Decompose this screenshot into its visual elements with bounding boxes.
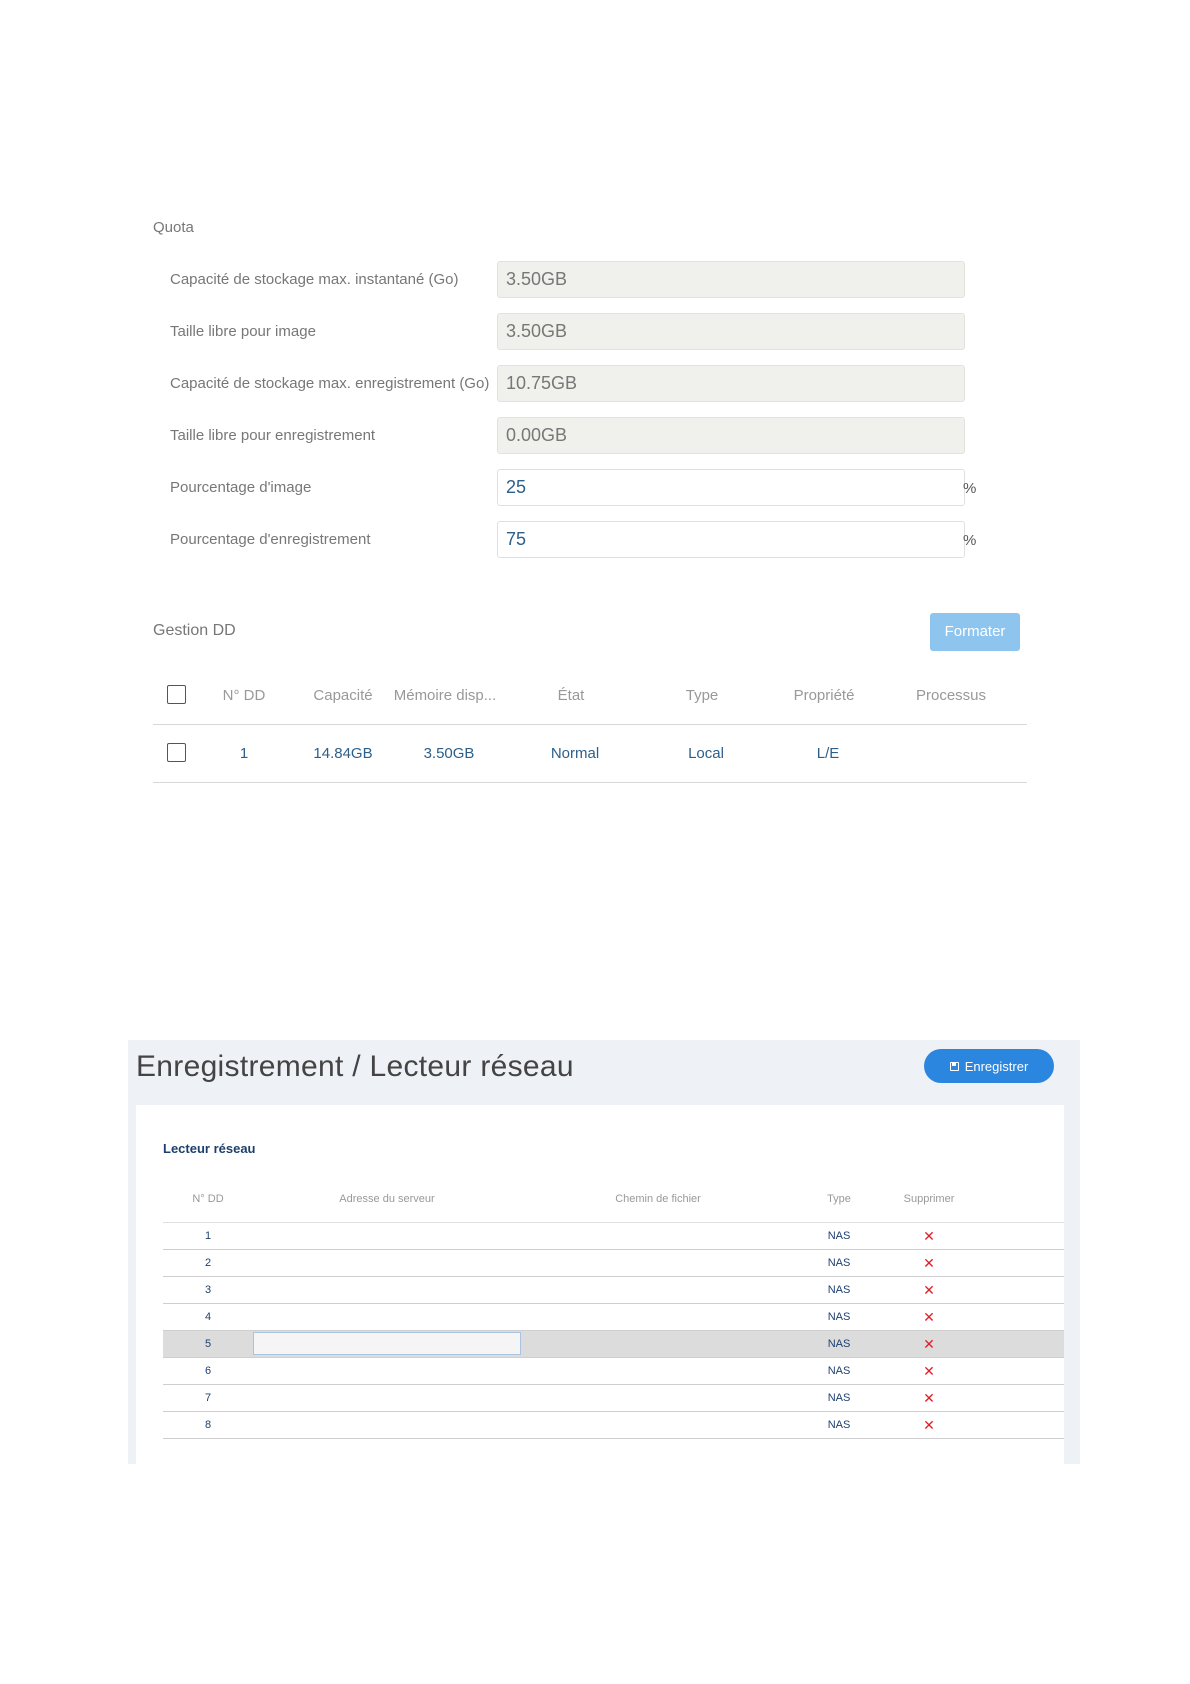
row-checkbox[interactable] — [167, 743, 186, 762]
disk-capacity: 14.84GB — [313, 745, 373, 762]
row-type[interactable]: NAS — [827, 1230, 851, 1242]
record-percentage-unit: % — [963, 532, 977, 549]
delete-icon[interactable]: ✕ — [923, 1417, 935, 1433]
table-row[interactable] — [163, 1358, 1064, 1385]
row-disk-number: 2 — [204, 1257, 212, 1269]
row-type[interactable]: NAS — [827, 1284, 851, 1296]
network-drive-panel — [128, 1040, 1080, 1464]
table-row[interactable] — [163, 1412, 1064, 1439]
table-row[interactable] — [163, 1250, 1064, 1277]
image-percentage-input[interactable]: 25 — [497, 469, 965, 506]
format-button[interactable]: Formater — [930, 613, 1020, 651]
col-free-memory: Mémoire disp... — [393, 687, 497, 704]
col-file-path: Chemin de fichier — [615, 1193, 701, 1205]
free-record-size-label: Taille libre pour enregistrement — [170, 427, 376, 444]
network-drive-table — [163, 1175, 1064, 1439]
col-delete: Supprimer — [903, 1193, 955, 1205]
row-disk-number: 3 — [204, 1284, 212, 1296]
disk-management-title: Gestion DD — [153, 622, 236, 639]
select-all-checkbox[interactable] — [167, 685, 186, 704]
row-type[interactable]: NAS — [827, 1419, 851, 1431]
row-disk-number: 6 — [204, 1365, 212, 1377]
network-drive-table-header — [163, 1175, 1064, 1223]
col-disk-number: N° DD — [192, 1193, 224, 1205]
image-percentage-unit: % — [963, 480, 977, 497]
free-image-size-field: 3.50GB — [497, 313, 965, 350]
row-disk-number: 4 — [204, 1311, 212, 1323]
max-record-capacity-field: 10.75GB — [497, 365, 965, 402]
table-row[interactable] — [163, 1304, 1064, 1331]
delete-icon[interactable]: ✕ — [923, 1363, 935, 1379]
image-percentage-label: Pourcentage d'image — [170, 479, 312, 496]
table-row[interactable] — [153, 725, 1027, 783]
table-row[interactable] — [163, 1277, 1064, 1304]
disk-state: Normal — [550, 745, 600, 762]
max-snapshot-capacity-label: Capacité de stockage max. instantané (Go) — [170, 271, 459, 288]
col-capacity: Capacité — [313, 687, 373, 704]
table-row[interactable] — [163, 1331, 1064, 1358]
row-type[interactable]: NAS — [827, 1257, 851, 1269]
row-type[interactable]: NAS — [827, 1365, 851, 1377]
disk-number: 1 — [239, 745, 249, 762]
quota-title: Quota — [153, 219, 194, 236]
delete-icon[interactable]: ✕ — [923, 1309, 935, 1325]
col-process: Processus — [915, 687, 987, 704]
disk-table — [153, 667, 1027, 783]
row-disk-number: 1 — [204, 1230, 212, 1242]
free-record-size-field: 0.00GB — [497, 417, 965, 454]
save-button[interactable] — [924, 1049, 1054, 1083]
free-image-size-label: Taille libre pour image — [170, 323, 316, 340]
disk-table-header — [153, 667, 1027, 725]
table-row[interactable] — [163, 1385, 1064, 1412]
row-type[interactable]: NAS — [827, 1311, 851, 1323]
section-title: Lecteur réseau — [163, 1141, 256, 1156]
record-percentage-label: Pourcentage d'enregistrement — [170, 531, 371, 548]
row-disk-number: 7 — [204, 1392, 212, 1404]
page-title: Enregistrement / Lecteur réseau — [136, 1050, 574, 1083]
delete-icon[interactable]: ✕ — [923, 1255, 935, 1271]
floppy-disk-icon — [950, 1062, 959, 1071]
col-disk-number: N° DD — [222, 687, 266, 704]
row-type[interactable]: NAS — [827, 1338, 851, 1350]
delete-icon[interactable]: ✕ — [923, 1228, 935, 1244]
network-drive-rows — [163, 1223, 1064, 1439]
server-address-input[interactable] — [253, 1332, 521, 1355]
disk-type: Local — [688, 745, 724, 762]
record-percentage-input[interactable]: 75 — [497, 521, 965, 558]
row-disk-number: 5 — [204, 1338, 212, 1350]
col-type: Type — [685, 687, 719, 704]
col-type: Type — [827, 1193, 851, 1205]
delete-icon[interactable]: ✕ — [923, 1282, 935, 1298]
table-row[interactable] — [163, 1223, 1064, 1250]
col-server-address: Adresse du serveur — [339, 1193, 435, 1205]
disk-property: L/E — [816, 745, 840, 762]
max-snapshot-capacity-field: 3.50GB — [497, 261, 965, 298]
row-type[interactable]: NAS — [827, 1392, 851, 1404]
network-drive-card — [136, 1105, 1064, 1464]
max-record-capacity-label: Capacité de stockage max. enregistrement (Go) — [170, 375, 490, 392]
save-button-label: Enregistrer — [964, 1058, 1029, 1074]
delete-icon[interactable]: ✕ — [923, 1336, 935, 1352]
disk-free-memory: 3.50GB — [423, 745, 475, 762]
row-disk-number: 8 — [204, 1419, 212, 1431]
col-state: État — [557, 687, 585, 704]
delete-icon[interactable]: ✕ — [923, 1390, 935, 1406]
col-property: Propriété — [793, 687, 855, 704]
